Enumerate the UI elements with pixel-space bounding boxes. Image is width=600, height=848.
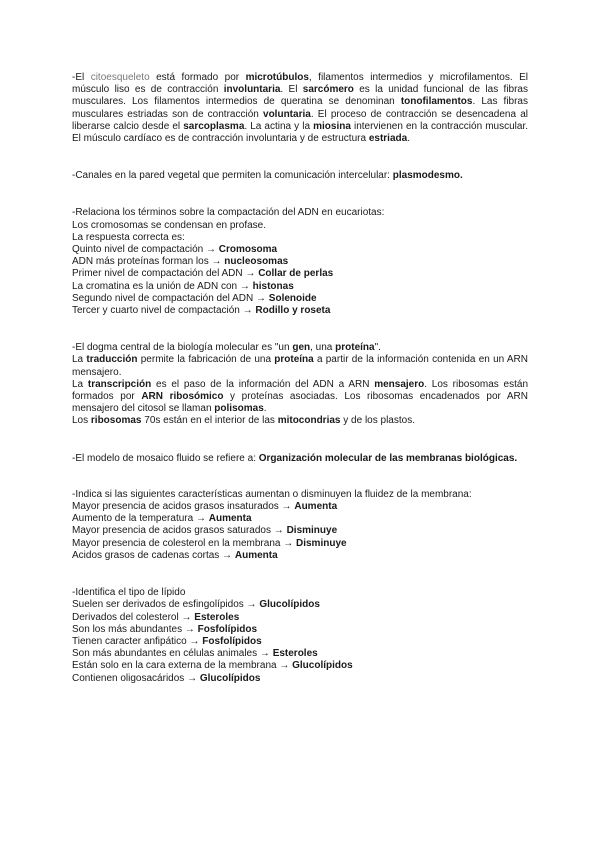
text-run: , filamentos intermedios y microfilamentos. El músculo liso es de contracción	[72, 72, 529, 96]
statement-text: La respuesta correcta es:	[72, 231, 185, 243]
item-question: Primer nivel de compactación del ADN →	[72, 268, 259, 280]
statement-transcripcion	[72, 379, 528, 416]
list-item	[72, 636, 528, 648]
answer-plasmodesmo: plasmodesmo.	[392, 170, 463, 182]
item-question: Mayor presencia de colesterol en la membrana →	[72, 537, 296, 549]
list-item	[72, 244, 528, 256]
answer-tonofilamentos: tonofilamentos	[400, 96, 473, 108]
item-answer: Aumenta	[234, 549, 278, 561]
text-run: permite la fabricación de una	[137, 354, 275, 366]
text-run: y de los plastos.	[340, 415, 415, 427]
item-question: Derivados del colesterol →	[72, 611, 195, 623]
item-answer: Aumenta	[208, 513, 252, 525]
list-item	[72, 648, 528, 660]
item-answer: Aumenta	[294, 501, 338, 513]
item-answer: Collar de perlas	[258, 268, 334, 280]
item-answer: Fosfolípidos	[202, 635, 262, 647]
item-answer: Disminuye	[286, 525, 338, 537]
answer-polisomas: polisomas	[214, 403, 264, 415]
list-item	[72, 538, 528, 550]
item-answer: Fosfolípidos	[197, 623, 258, 635]
answer-voluntaria: voluntaria	[263, 108, 311, 120]
question-text: -Indica si las siguientes características aumentan o disminuyen la fluidez de la membrana:	[72, 488, 472, 500]
text-run: está formado por	[149, 72, 246, 83]
answer-gen: gen	[292, 342, 311, 354]
question-text: -Canales en la pared vegetal que permiten la comunicación intercelular:	[72, 170, 393, 182]
item-answer: Disminuye	[296, 537, 347, 549]
item-question: Quinto nivel de compactación →	[72, 244, 219, 256]
answer-involuntaria: involuntaria	[223, 84, 281, 96]
list-item	[72, 550, 528, 562]
question-text: -El modelo de mosaico fluido se refiere a:	[72, 452, 259, 464]
paragraph-cytoskeleton	[72, 72, 528, 145]
item-answer: nucleosomas	[224, 256, 289, 268]
item-question: Son los más abundantes →	[72, 623, 198, 635]
item-answer: Glucolípidos	[292, 660, 353, 672]
item-answer: Rodillo y roseta	[255, 305, 331, 317]
section-membrane-fluidity	[72, 489, 528, 562]
text-run: .	[263, 403, 267, 415]
statement-ribosomas	[72, 415, 528, 427]
list-item	[72, 293, 528, 305]
answer-arn-ribosomico: ARN ribosómico	[141, 391, 224, 403]
list-item	[72, 305, 528, 317]
list-item	[72, 268, 528, 280]
answer-miosina: miosina	[313, 120, 351, 132]
answer-sarcomero: sarcómero	[302, 84, 354, 96]
list-item	[72, 624, 528, 636]
document-body	[72, 72, 528, 685]
section-dna-compaction	[72, 207, 528, 317]
section-lipid-types	[72, 587, 528, 685]
item-answer: Esteroles	[272, 648, 318, 660]
text-run: 70s están en el interior de las	[141, 415, 278, 427]
answer-transcripcion: transcripción	[87, 378, 152, 390]
list-item	[72, 673, 528, 685]
text-run: . Las fibras musculares estriadas son de contracción	[72, 96, 528, 120]
statement-traduccion	[72, 354, 528, 378]
item-question: Suelen ser derivados de esfingolípidos →	[72, 599, 260, 611]
list-item	[72, 599, 528, 611]
text-run: Los	[72, 415, 91, 427]
statement-text: Los cromosomas se condensan en profase.	[72, 219, 266, 231]
item-question: Contienen oligosacáridos →	[72, 672, 200, 684]
text-run: y proteínas asociadas. Los ribosomas encadenados por ARN mensajero del citosol se llaman	[72, 391, 528, 415]
text-run: , una	[310, 342, 336, 354]
list-item	[72, 513, 528, 525]
item-question: Mayor presencia de acidos grasos insaturados →	[72, 501, 295, 513]
text-run: .	[407, 133, 410, 145]
text-run: -El	[72, 72, 91, 83]
answer-mensajero: mensajero	[374, 378, 425, 390]
item-question: Aumento de la temperatura →	[72, 513, 209, 525]
item-answer: Solenoide	[268, 292, 317, 304]
text-run: La	[72, 354, 87, 366]
item-question: Acidos grasos de cadenas cortas →	[72, 549, 235, 561]
text-run: a partir de la información contenida en un ARN mensajero.	[72, 354, 528, 378]
item-question: Son más abundantes en células animales →	[72, 648, 273, 660]
answer-mitocondrias: mitocondrias	[277, 415, 341, 427]
list-item	[72, 256, 528, 268]
term-citoesqueleto: citoesqueleto	[90, 72, 150, 83]
answer-traduccion: traducción	[86, 354, 138, 366]
answer-ribosomas: ribosomas	[90, 415, 142, 427]
answer-estriada: estriada	[368, 133, 408, 145]
answer-sarcoplasma: sarcoplasma	[183, 120, 245, 132]
answer-proteina: proteína	[335, 342, 375, 354]
item-question: Tienen caracter anfipático →	[72, 635, 203, 647]
text-run: . El proceso de contracción se desencadena al liberarse calcio desde el	[72, 108, 529, 132]
text-run: es el paso de la información del ADN a ARN	[151, 378, 375, 390]
text-run: . Los ribosomas están formados por	[72, 378, 529, 403]
item-question: Segundo nivel de compactación del ADN →	[72, 292, 269, 304]
item-question: Tercer y cuarto nivel de compactación →	[72, 305, 256, 317]
question-text: -Relaciona los términos sobre la compactación del ADN en eucariotas:	[72, 207, 385, 219]
item-question: Están solo en la cara externa de la membrana →	[72, 660, 293, 672]
paragraph-plasmodesmo	[72, 170, 528, 182]
list-item	[72, 660, 528, 672]
list-item	[72, 525, 528, 537]
item-answer: Cromosoma	[218, 244, 278, 256]
item-question: ADN más proteínas forman los →	[72, 256, 225, 268]
section-central-dogma	[72, 342, 528, 427]
answer-organizacion-molecular: Organización molecular de las membranas biológicas.	[258, 452, 518, 464]
list-item	[72, 501, 528, 513]
item-question: Mayor presencia de acidos grasos saturados →	[72, 525, 287, 537]
question-text: -Identifica el tipo de lípido	[72, 587, 186, 599]
text-run: -El dogma central de la biología molecular es "un	[72, 342, 293, 354]
text-run: . El	[280, 84, 303, 96]
item-answer: Glucolípidos	[199, 672, 261, 684]
answer-microtubulos: microtúbulos	[245, 72, 309, 83]
text-run: . La actina y la	[244, 120, 314, 132]
text-run: es la unidad funcional de las fibras musculares. Los filamentos intermedios de queratina se denominan	[72, 84, 528, 108]
item-answer: Esteroles	[194, 611, 240, 623]
item-question: La cromatina es la unión de ADN con →	[72, 280, 253, 292]
list-item	[72, 281, 528, 293]
answer-proteina: proteína	[274, 354, 314, 366]
text-run: intervienen en la contracción muscular. El músculo cardíaco es de contracción involuntaria y de estructura	[72, 120, 529, 145]
item-answer: histonas	[252, 280, 294, 292]
text-run: ".	[374, 342, 381, 354]
item-answer: Glucolípidos	[259, 599, 320, 611]
list-item	[72, 612, 528, 624]
statement-dogma	[72, 342, 528, 354]
paragraph-fluid-mosaic	[72, 453, 528, 465]
text-run: La	[72, 378, 88, 390]
